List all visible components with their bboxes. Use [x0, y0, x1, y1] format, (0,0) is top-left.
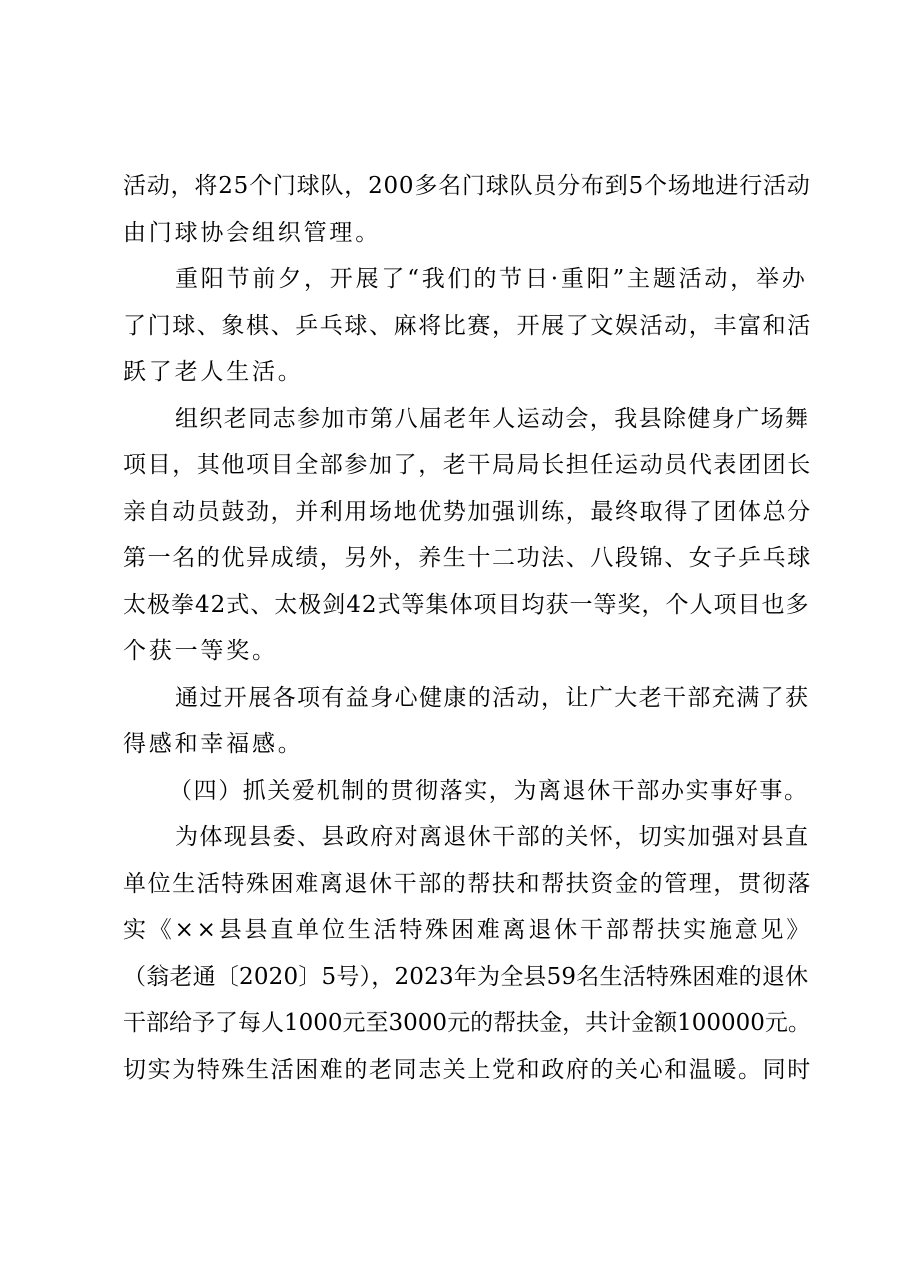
text-line: 重阳节前夕，开展了“我们的节日·重阳”主题活动，举办: [175, 266, 808, 292]
text-line: 单位生活特殊困难离退休干部的帮扶和帮扶资金的管理，贯彻落: [123, 870, 812, 897]
text-line: 组织老同志参加市第八届老年人运动会，我县除健身广场舞: [175, 405, 810, 432]
text-line: 切实为特殊生活困难的老同志关上党和政府的关心和温暖。同时: [123, 1056, 812, 1083]
text-line: 亲自动员鼓劲，并利用场地优势加强训练，最终取得了团体总分: [123, 498, 812, 525]
text-line: 项目，其他项目全部参加了，老干局局长担任运动员代表团团长: [123, 452, 812, 478]
text-line: 干部给予了每人1000元至3000元的帮扶金，共计金额100000元。: [123, 1010, 811, 1036]
text-line: 由门球协会组织管理。: [123, 219, 381, 246]
document-body: [123, 163, 813, 1093]
text-line: 第一名的优异成绩，另外，养生十二功法、八段锦、女子乒乓球: [123, 545, 812, 571]
text-line: 了门球、象棋、乒乓球、麻将比赛，开展了文娱活动，丰富和活: [123, 312, 812, 339]
text-line: 得感和幸福感。: [123, 731, 304, 757]
text-line: 实《××县县直单位生活特殊困难离退休干部帮扶实施意见》: [123, 917, 813, 943]
section-heading-text: （四）抓关爱机制的贯彻落实，为离退休干部办实事好事。: [169, 777, 809, 804]
text-line: 通过开展各项有益身心健康的活动，让广大老干部充满了获: [175, 684, 810, 711]
text-line: 活动，将25个门球队，200多名门球队员分布到5个场地进行活动: [123, 173, 811, 199]
text-line: （翁老通〔2020〕5号），2023年为全县59名生活特殊困难的退休: [123, 963, 809, 990]
paragraph-summary: [123, 675, 813, 768]
text-line: 太极拳42式、太极剑42式等集体项目均获一等奖，个人项目也多: [123, 591, 810, 618]
paragraph-double-ninth: [123, 256, 813, 396]
text-line: 跃了老人生活。: [123, 359, 304, 385]
paragraph-assistance: [123, 814, 813, 1093]
paragraph-gateball: [123, 163, 813, 256]
paragraph-sports-meet: [123, 396, 813, 675]
text-line: 为体现县委、县政府对离退休干部的关怀，切实加强对县直: [175, 824, 810, 850]
section-heading: [123, 768, 813, 815]
text-line: 个获一等奖。: [123, 638, 278, 664]
